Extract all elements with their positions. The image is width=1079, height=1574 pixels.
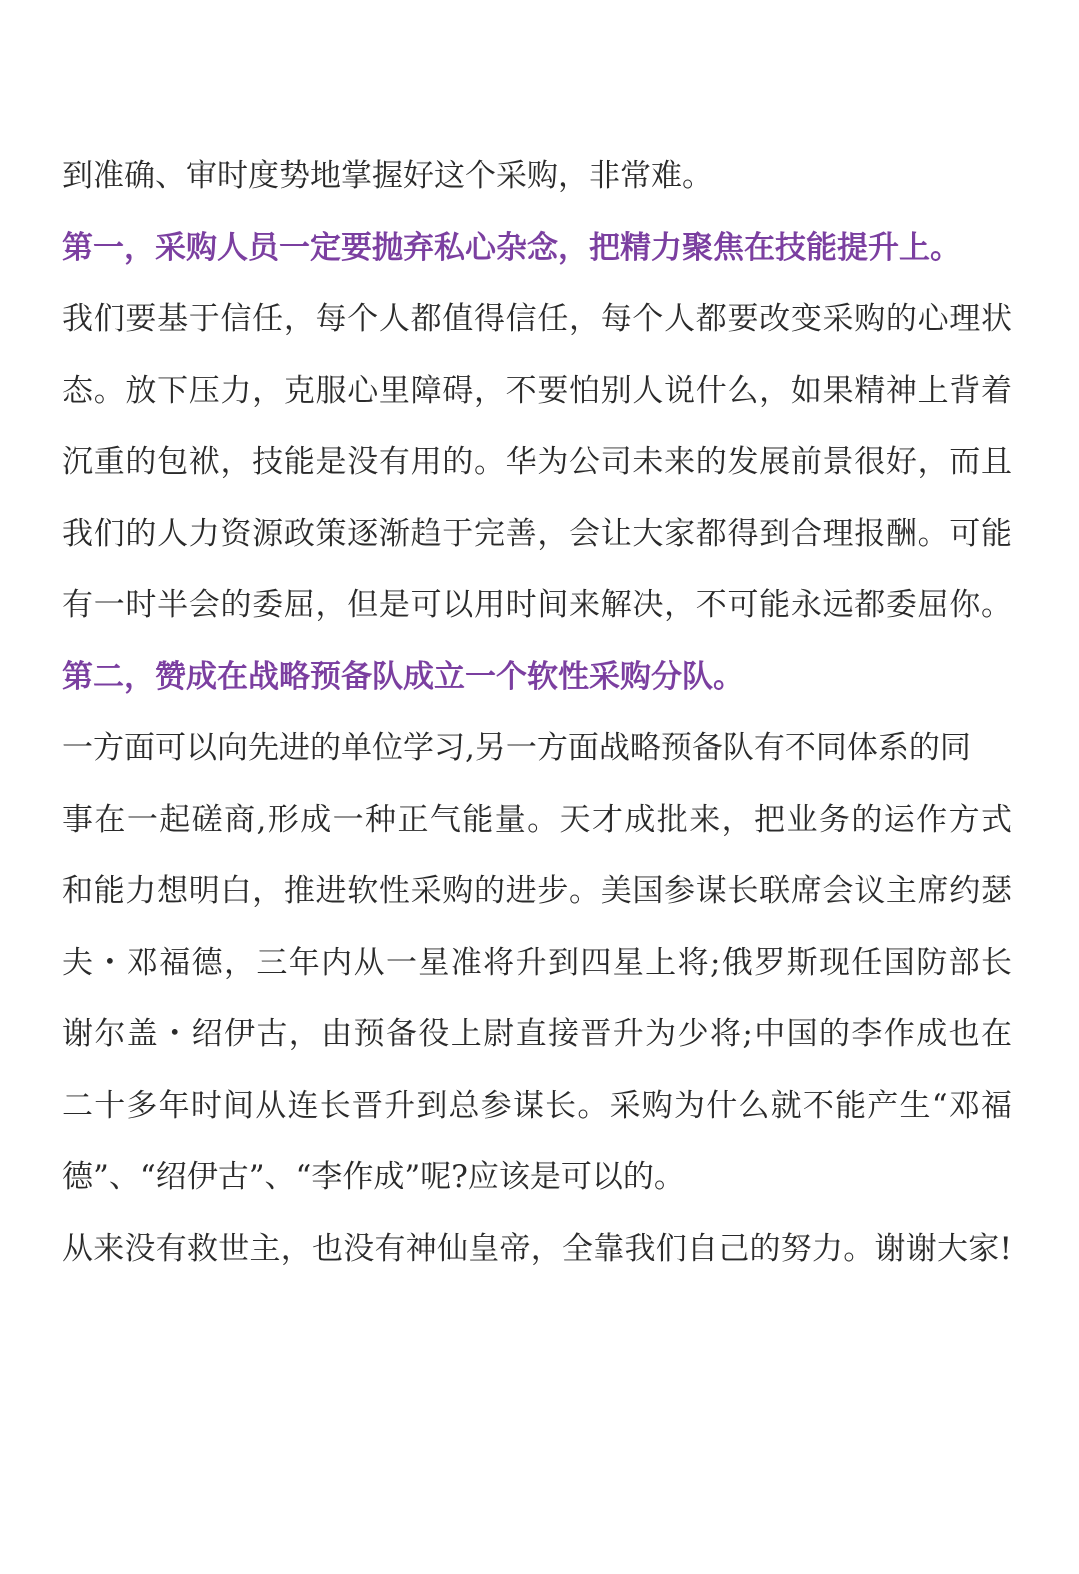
paragraph-line: 谢尔盖・绍伊古，由预备役上尉直接晋升为少将;中国的李作成也在 (62, 1016, 1012, 1052)
paragraph-line: 我们的人力资源政策逐渐趋于完善，会让大家都得到合理报酬。可能 (62, 515, 1012, 552)
paragraph-line: 和能力想明白，推进软性采购的进步。美国参谋长联席会议主席约瑟 (62, 873, 1012, 909)
closing-line: 从来没有救世主，也没有神仙皇帝，全靠我们自己的努力。谢谢大家! (62, 1230, 1012, 1267)
paragraph-line: 二十多年时间从连长晋升到总参谋长。采购为什么就不能产生“邓福 (62, 1087, 1012, 1124)
paragraph-line: 有一时半会的委屈，但是可以用时间来解决，不可能永远都委屈你。 (62, 587, 1012, 623)
section-heading-2: 第二，赞成在战略预备队成立一个软性采购分队。 (62, 658, 744, 695)
section-heading-1: 第一，采购人员一定要抛弃私心杂念，把精力聚焦在技能提升上。 (62, 229, 961, 266)
paragraph-line: 沉重的包袱，技能是没有用的。华为公司未来的发展前景很好，而且 (62, 444, 1012, 480)
paragraph-line: 态。放下压力，克服心里障碍，不要怕别人说什么，如果精神上背着 (62, 372, 1012, 409)
paragraph-line: 一方面可以向先进的单位学习,另一方面战略预备队有不同体系的同 (62, 730, 971, 766)
paragraph-line: 到准确、审时度势地掌握好这个采购，非常难。 (62, 158, 713, 194)
paragraph-line: 德”、“绍伊古”、“李作成”呢?应该是可以的。 (62, 1159, 685, 1195)
paragraph-line: 夫・邓福德，三年内从一星准将升到四星上将;俄罗斯现任国防部长 (62, 944, 1012, 981)
paragraph-line: 我们要基于信任，每个人都值得信任，每个人都要改变采购的心理状 (62, 301, 1012, 337)
paragraph-line: 事在一起磋商,形成一种正气能量。天才成批来，把业务的运作方式 (62, 801, 1012, 838)
document-body (62, 145, 1012, 1289)
